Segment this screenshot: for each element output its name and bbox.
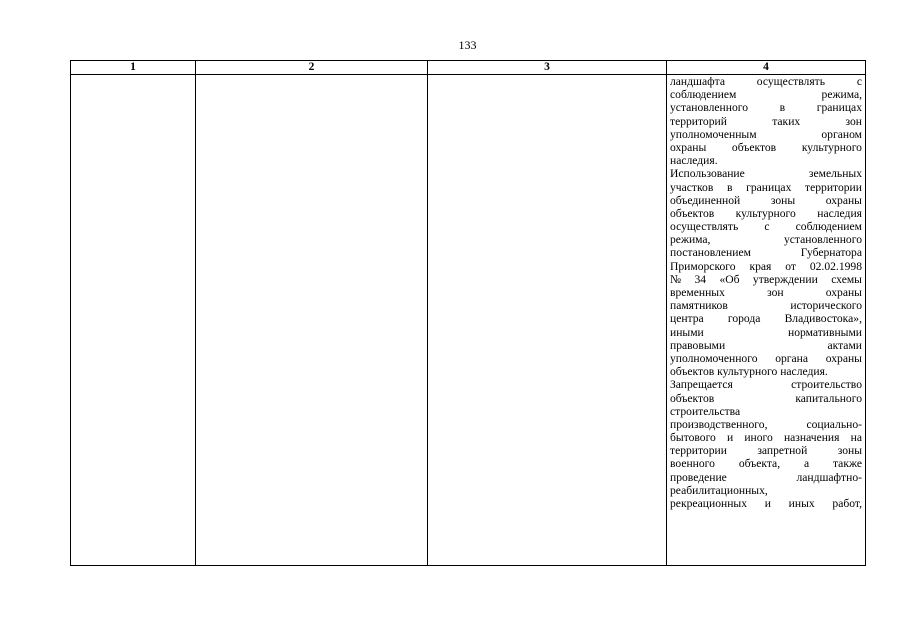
text-word: актами xyxy=(827,338,862,352)
text-word: охраны xyxy=(670,140,707,154)
text-word: на xyxy=(850,431,862,445)
text-word: границах xyxy=(746,180,792,194)
text-word: строительства xyxy=(670,404,741,418)
text-line xyxy=(670,286,862,299)
column-header-2: 2 xyxy=(196,61,428,75)
text-word: назначения xyxy=(783,431,840,445)
table-cell-col2 xyxy=(196,75,428,566)
text-word: охраны xyxy=(825,193,862,207)
text-word: иными xyxy=(670,325,704,339)
text-word: Запрещается xyxy=(670,378,733,392)
text-word: Губернатора xyxy=(800,246,862,260)
text-word: территорий xyxy=(670,114,727,128)
table-cell-col3 xyxy=(428,75,667,566)
text-word: Использование xyxy=(670,167,745,181)
text-line xyxy=(670,154,862,167)
text-word: установленного xyxy=(783,233,862,247)
text-word: с xyxy=(856,75,862,88)
text-line xyxy=(670,115,862,128)
text-word: органа xyxy=(775,351,809,365)
text-line xyxy=(670,431,862,444)
text-word: осуществлять xyxy=(756,75,826,88)
text-line xyxy=(670,194,862,207)
text-word: зоны xyxy=(770,193,796,207)
text-word: соблюдением xyxy=(670,88,737,102)
text-word: № xyxy=(670,272,682,286)
text-word: охраны xyxy=(825,286,862,299)
text-word: в xyxy=(726,180,733,194)
text-word: культурного xyxy=(801,140,862,154)
text-word: производственного, xyxy=(670,417,768,431)
text-line xyxy=(670,75,862,88)
text-word: таких xyxy=(772,114,801,128)
text-word: культурного xyxy=(717,365,778,379)
text-line xyxy=(670,101,862,114)
text-word: объекта, xyxy=(738,457,781,471)
text-word: края xyxy=(749,259,772,273)
text-line xyxy=(670,167,862,180)
text-word: объектов xyxy=(670,391,715,405)
text-word: наследия. xyxy=(780,365,828,379)
text-word: Приморского xyxy=(670,259,736,273)
text-word: уполномоченного xyxy=(670,351,758,365)
text-word: иного xyxy=(744,431,773,445)
text-line xyxy=(670,233,862,246)
text-line xyxy=(670,181,862,194)
text-line xyxy=(670,207,862,220)
column-header-1: 1 xyxy=(71,61,196,75)
text-word: объединенной xyxy=(670,193,741,207)
text-word: в xyxy=(779,101,786,115)
text-word: «Об xyxy=(719,272,740,286)
text-line xyxy=(670,457,862,470)
text-word: земельных xyxy=(808,167,862,181)
col4-text-block xyxy=(667,75,865,510)
text-line xyxy=(670,273,862,286)
text-line xyxy=(670,497,862,510)
text-word: участков xyxy=(670,180,714,194)
text-word: осуществлять xyxy=(670,220,739,234)
text-word: культурного xyxy=(735,206,796,220)
text-line xyxy=(670,299,862,312)
text-word: режима, xyxy=(821,88,862,102)
text-line xyxy=(670,392,862,405)
text-line xyxy=(670,141,862,154)
column-header-3: 3 xyxy=(428,61,667,75)
text-word: капитального xyxy=(795,391,862,405)
text-word: зон xyxy=(845,114,862,128)
text-line xyxy=(670,260,862,273)
text-word: ландшафтно- xyxy=(796,470,862,484)
text-word: постановлением xyxy=(670,246,751,260)
text-line xyxy=(670,312,862,325)
text-word: территории xyxy=(805,180,862,194)
text-word: 34 xyxy=(694,272,707,286)
text-line xyxy=(670,128,862,141)
text-word: военного xyxy=(670,457,715,471)
text-line xyxy=(670,246,862,259)
column-header-4: 4 xyxy=(667,61,866,75)
text-word: утверждении xyxy=(752,272,818,286)
text-word: уполномоченным xyxy=(670,127,757,141)
text-word: также xyxy=(832,457,862,471)
text-word: работ, xyxy=(832,497,862,510)
page-number: 133 xyxy=(458,38,477,52)
text-word: памятников xyxy=(670,299,728,313)
text-word: зон xyxy=(767,286,784,299)
text-word: центра xyxy=(670,312,704,326)
text-word: границах xyxy=(816,101,862,115)
table-cell-col1 xyxy=(71,75,196,566)
text-word: объектов xyxy=(731,140,777,154)
text-word: зоны xyxy=(837,444,862,458)
text-word: а xyxy=(803,457,810,471)
text-line xyxy=(670,378,862,391)
text-word: города xyxy=(727,312,761,326)
text-word: 02.02.1998 xyxy=(809,259,862,273)
table-row xyxy=(71,75,866,566)
text-word: соблюдением xyxy=(795,220,862,234)
document-table xyxy=(70,60,866,566)
text-word: схемы xyxy=(831,272,862,286)
text-word: режима, xyxy=(670,233,711,247)
text-word: временных xyxy=(670,286,725,299)
text-word: иных xyxy=(788,497,815,510)
text-word: наследия. xyxy=(670,154,718,168)
text-word: от xyxy=(785,259,796,273)
text-word: Владивостока», xyxy=(784,312,862,326)
text-word: проведение xyxy=(670,470,727,484)
text-word: запретной xyxy=(757,444,808,458)
text-word: объектов xyxy=(670,206,715,220)
text-word: нормативными xyxy=(787,325,862,339)
text-line xyxy=(670,326,862,339)
text-line xyxy=(670,339,862,352)
text-line xyxy=(670,471,862,484)
text-word: с xyxy=(764,220,770,234)
text-line xyxy=(670,88,862,101)
text-word: и xyxy=(764,497,771,510)
text-word: правовыми xyxy=(670,338,726,352)
text-word: охраны xyxy=(825,351,862,365)
text-word: установленного xyxy=(670,101,749,115)
table-cell-col4 xyxy=(667,75,866,566)
text-word: исторического xyxy=(790,299,862,313)
text-word: строительство xyxy=(791,378,862,392)
text-word: ландшафта xyxy=(670,75,725,88)
table-header-row xyxy=(71,61,866,75)
text-line xyxy=(670,220,862,233)
text-line xyxy=(670,365,862,378)
text-word: и xyxy=(726,431,734,445)
text-line xyxy=(670,405,862,418)
text-word: рекреационных xyxy=(670,497,748,510)
text-line xyxy=(670,484,862,497)
text-word: наследия xyxy=(817,206,862,220)
text-word: территории xyxy=(670,444,727,458)
text-word: органом xyxy=(821,127,862,141)
text-word: объектов xyxy=(670,365,715,379)
text-line xyxy=(670,444,862,457)
text-word: социально- xyxy=(806,417,862,431)
text-line xyxy=(670,418,862,431)
text-word: реабилитационных, xyxy=(670,483,768,497)
text-line xyxy=(670,352,862,365)
text-word: бытового xyxy=(670,431,716,445)
